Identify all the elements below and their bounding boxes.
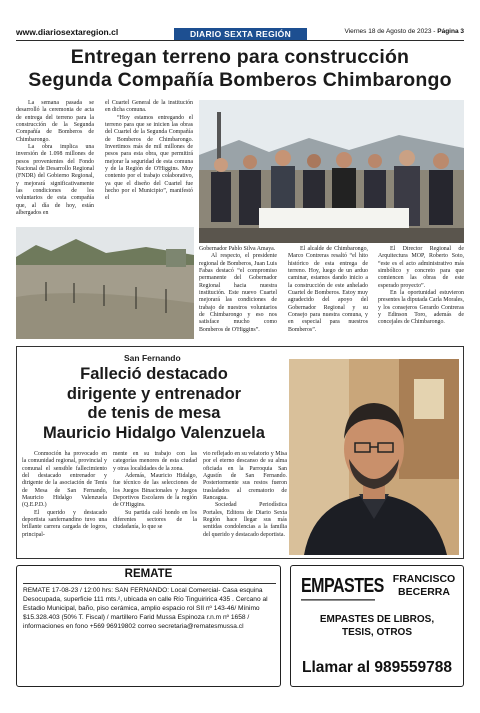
owner-last-name: BECERRA (398, 585, 450, 598)
paragraph: En la oportunidad estuvieron presentes la diputada Carla Morales, y los consejeros Gerardo Contreras y Edinson Toro, además de concejales de Chimbarongo. (378, 290, 464, 326)
terrain-photo (16, 227, 194, 339)
paragraph: El Director Regional de Arquitectura MOP, Roberto Soto, “este es el acto administrativo más simbólico y concreto para que comiencen las obras de este esperado proyecto”. (378, 246, 464, 289)
paragraph: El querido y destacado deportista sanfernandino tuvo una brillante carrera cargada de logros, principal- (22, 509, 107, 538)
story1-column-4 (288, 246, 368, 334)
remate-divider (23, 583, 276, 584)
remate-title: REMATE (124, 568, 173, 580)
services-line: EMPASTES DE LIBROS, (319, 614, 435, 625)
paragraph: La obra implica una inversión de 1.098 millones de pesos provenientes del Fondo Nacional de Desarrollo Regional (FNDR) del Gobierno Regional, y mejorará significativamente las condiciones de los voluntarios de esta compañía que, al día de hoy, están albergados en (16, 144, 94, 217)
story2-headline-line: Falleció destacado (80, 365, 228, 383)
paragraph: Gobernador Pablo Silva Amaya. (199, 246, 276, 252)
empastes-phone: Llamar al 989559788 (302, 659, 452, 676)
paragraph: Sociedad Periodística Portales, Editora de Diario Sexta Región hace llegar sus más sentidas condolencias a la familia del querido y destacado deportista. (203, 502, 287, 538)
owner-first-name: FRANCISCO (392, 573, 456, 585)
story1-headline-line: Entregan terreno para construcción (70, 46, 410, 68)
paragraph: Conmoción ha provocado en la comunidad regional, provincial y comunal el sensible fallecimiento del destacado entrenador y dirigente de la asociación de Tenis de Mesa de San Fernando, Mauricio Hidalgo Valenzuela (Q.E.P.D.) (22, 451, 107, 509)
story2-headline-line: Mauricio Hidalgo Valenzuela (43, 423, 265, 442)
story1-column-5 (378, 246, 464, 327)
portrait-photo (289, 359, 459, 555)
story1-headline (10, 46, 470, 92)
remate-body: REMATE 17-08-23 / 12:00 hrs: SAN FERNANDO: Local Comercial- Casa esquina Desocupada, superficie 111 mts.², ubicada en calle Río Tinguiririca 435 . Cercano al Estadio Municipal, baño, piso cerámica, amplio espacio rol SII nº 143-46/ Mínimo $15.328.403 (50% T. Fiscal) / martillero Farid Mussa Espinoza r.n.m nº 1658 / informaciones en fono +569 96919802 correo secretaria@rematesmussa.cl (23, 587, 268, 630)
paragraph: mente en su trabajo con las categorías menores de esta ciudad y otras localidades de la zona. (113, 451, 197, 472)
paragraph: El alcalde de Chimbarongo, Marco Contreras resaltó “el hito histórico de esta entrega de terreno. Hoy, luego de un arduo caminar, estamos dando inicio a la construcción de este anhelado Cuartel de Bomberos. Estoy muy agradecido del apoyo del Gobernador Regional y su Consejo para nuestra comuna, y en especial para nuestros Bomberos”. (288, 246, 368, 333)
paragraph: La semana pasada se desarrolló la ceremonia de acta de entrega del terreno para la construcción de la Segunda Compañía de Bomberos de Chimbarongo. (16, 100, 94, 143)
page-header (16, 27, 464, 41)
story1-column-1 (16, 100, 94, 218)
story2-headline (23, 365, 285, 443)
paragraph: el Cuartel General de la institución en dicha comuna. (105, 100, 193, 114)
paragraph: vio reflejado en su velatorio y Misa por el eterno descanso de su alma oficiada en la Parroquia San Agustín de San Fernando. Posteriormente sus restos fueron trasladados al crematorio de Rancagua. (203, 451, 287, 502)
story1-headline-line: Segunda Compañía Bomberos Chimbarongo (28, 69, 452, 91)
story1-column-2 (105, 100, 193, 203)
issue-date (345, 28, 465, 35)
page-number: Página 3 (437, 28, 464, 35)
story2-kicker: San Fernando (124, 353, 181, 363)
paragraph: Su partida caló hondo en los diferentes sectores de la ciudadanía, lo que se (113, 509, 197, 531)
paragraph: Al respecto, el presidente regional de Bomberos, Juan Luis Fabas destacó “el compromiso permanente del Gobernador Regional hacia nuestra institución. Este nuevo Cuartel mejorará las condiciones de trabajo de nuestros voluntarios de Chimbarongo y eso nos satisface mucho como Bomberos de O'Higgins”. (199, 253, 277, 333)
obituary-story (16, 346, 464, 559)
story2-column-3 (203, 451, 287, 539)
paragraph: “Hoy estamos entregando el terreno para que se inicien las obras del Cuartel de la Segunda Compañía de Bomberos de Chimbarongo. Invertimos más de mil millones de pesos para esta obra, que permitirá mejorar la seguridad de esta comuna y de la Región de O'Higgins. Muy contento por el trabajo colaborativo, ya que el diseño del Cuartel fue hecho por el Municipio”, manifestó el (105, 114, 193, 202)
site-url: www.diariosextaregion.cl (16, 27, 119, 37)
newspaper-name: DIARIO SEXTA REGIÓN (174, 28, 307, 40)
empastes-brand: EMPASTES (301, 573, 375, 601)
empastes-owner (387, 573, 461, 598)
empastes-services (291, 613, 463, 639)
services-line: TESIS, OTROS (341, 627, 412, 638)
date-text: Viernes 18 de Agosto de 2023 - (344, 28, 438, 35)
story2-headline-line: de tenis de mesa (87, 404, 221, 422)
ceremony-photo (199, 100, 464, 243)
empastes-ad (290, 565, 464, 687)
story2-column-1 (22, 451, 107, 539)
story2-column-2 (113, 451, 197, 532)
story2-headline-line: dirigente y entrenador (66, 384, 242, 403)
story1-column-3 (199, 246, 277, 334)
paragraph: Además, Mauricio Hidalgo, fue técnico de las selecciones de los Juegos Binacionales y Juegos Deportivos Escolares de la región de O'Higgins. (113, 473, 197, 509)
remate-ad (16, 565, 281, 687)
